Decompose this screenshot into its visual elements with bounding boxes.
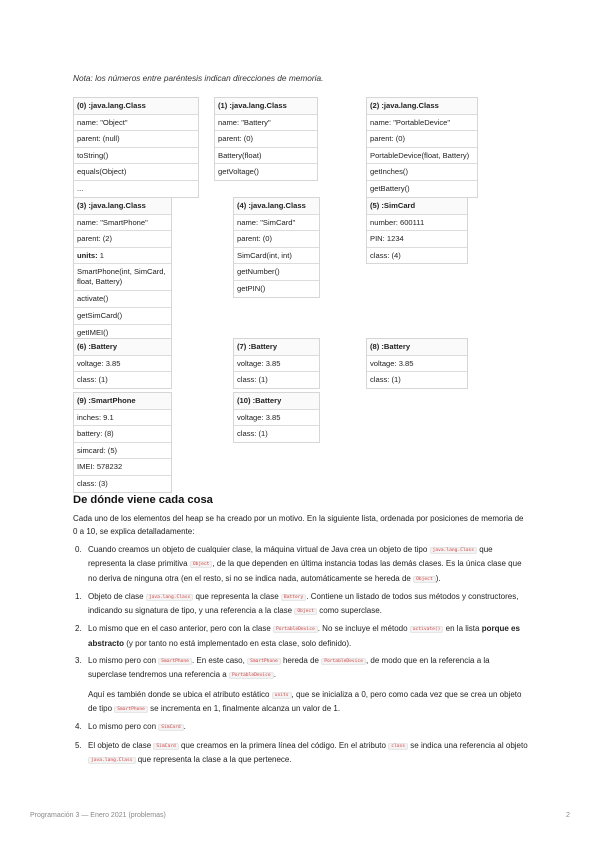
box-row: simcard: (5) bbox=[74, 442, 171, 459]
box-row: voltage: 3.85 bbox=[367, 355, 467, 372]
bold-text: porque es abstracto bbox=[88, 624, 520, 648]
list-item bbox=[73, 720, 529, 734]
item-text: . Contiene un listado de todos sus métodos y constructores, indicando su signatura de tipo, y una referencia a la clase bbox=[88, 591, 519, 616]
box-row: IMEI: 578232 bbox=[74, 458, 171, 475]
inline-code: class bbox=[388, 743, 408, 750]
heap-box-6 bbox=[73, 338, 172, 389]
box-header: (0) :java.lang.Class bbox=[74, 98, 198, 114]
heap-box-1 bbox=[214, 97, 318, 181]
box-header: (2) :java.lang.Class bbox=[367, 98, 477, 114]
heap-box-9 bbox=[73, 392, 172, 493]
inline-code: Object bbox=[190, 561, 213, 568]
box-header: (3) :java.lang.Class bbox=[74, 198, 171, 214]
footer-title: Programación 3 — Enero 2021 (problemas) bbox=[30, 812, 166, 819]
inline-code: PortableDevice bbox=[321, 658, 366, 665]
item-text: El objeto de clase bbox=[88, 740, 154, 750]
list-item bbox=[73, 654, 529, 716]
box-row: name: "SimCard" bbox=[234, 214, 319, 231]
box-row: voltage: 3.85 bbox=[74, 355, 171, 372]
heap-box-4 bbox=[233, 197, 320, 298]
box-row: SimCard(int, int) bbox=[234, 247, 319, 264]
box-header: (5) :SimCard bbox=[367, 198, 467, 214]
box-row: parent: (null) bbox=[74, 130, 198, 147]
inline-code: java.lang.Class bbox=[88, 757, 136, 764]
heap-box-5 bbox=[366, 197, 468, 264]
item-text: se indica una referencia al objeto bbox=[408, 740, 528, 750]
heap-box-3 bbox=[73, 197, 172, 341]
item-text: (y por tanto no está implementado en esta clase, solo definido). bbox=[124, 638, 352, 648]
item-text: Objeto de clase bbox=[88, 591, 146, 601]
box-header: (1) :java.lang.Class bbox=[215, 98, 317, 114]
item-text: . No se incluye el método bbox=[317, 624, 410, 634]
item-text: Cuando creamos un objeto de cualquier clase, la máquina virtual de Java crea un objeto de tipo bbox=[88, 545, 430, 554]
inline-code: SimCard bbox=[158, 724, 183, 731]
box-row: parent: (0) bbox=[367, 130, 477, 147]
box-header: (6) :Battery bbox=[74, 339, 171, 355]
box-row: voltage: 3.85 bbox=[234, 409, 319, 426]
list-item bbox=[73, 739, 529, 768]
box-row: PortableDevice(float, Battery) bbox=[367, 147, 477, 164]
box-row: class: (1) bbox=[367, 371, 467, 388]
box-row: battery: (8) bbox=[74, 425, 171, 442]
item-text: que representa la clase a la que pertenece. bbox=[135, 754, 292, 764]
item-text: Aquí es también donde se ubica el atributo estático bbox=[88, 689, 272, 699]
item-text: . bbox=[273, 670, 276, 680]
heap-box-10 bbox=[233, 392, 320, 443]
item-paragraph bbox=[88, 688, 529, 717]
box-row: equals(Object) bbox=[74, 163, 198, 180]
box-row: getVoltage() bbox=[215, 163, 317, 180]
box-row: class: (1) bbox=[234, 425, 319, 442]
item-text: como superclase. bbox=[316, 606, 382, 616]
footer-page-number: 2 bbox=[566, 812, 570, 819]
box-row: class: (4) bbox=[367, 247, 467, 264]
item-text: en la lista bbox=[443, 624, 482, 634]
box-row: toString() bbox=[74, 147, 198, 164]
box-row: voltage: 3.85 bbox=[234, 355, 319, 372]
box-header: (8) :Battery bbox=[367, 339, 467, 355]
item-number: 1. bbox=[75, 591, 82, 601]
box-row: getIMEI() bbox=[74, 324, 171, 341]
item-text: , de la que dependen en última instancia todas las demás clases. Es la única clase que no deriva de ninguna otra (en el resto, si no se indica nada, automáticamente se hereda de bbox=[88, 559, 522, 583]
units-value: 1 bbox=[97, 250, 105, 260]
inline-code: Battery bbox=[281, 594, 306, 601]
box-row-units bbox=[74, 247, 171, 264]
box-row: parent: (0) bbox=[215, 130, 317, 147]
item-text: . En este caso, bbox=[191, 656, 248, 666]
box-header: (4) :java.lang.Class bbox=[234, 198, 319, 214]
box-row: parent: (0) bbox=[234, 230, 319, 247]
item-text: se incrementa en 1, finalmente alcanza un valor de 1. bbox=[147, 703, 341, 713]
list-item bbox=[73, 622, 529, 650]
section-title: De dónde viene cada cosa bbox=[73, 494, 213, 506]
inline-code: java.lang.Class bbox=[146, 594, 194, 601]
box-row: getPIN() bbox=[234, 280, 319, 297]
memory-note: Nota: los números entre paréntesis indican direcciones de memoria. bbox=[73, 73, 324, 83]
item-number: 3. bbox=[75, 656, 82, 666]
heap-box-2 bbox=[366, 97, 478, 198]
box-row: name: "Object" bbox=[74, 114, 198, 131]
box-header: (7) :Battery bbox=[234, 339, 319, 355]
item-text: que creamos en la primera línea del código. En el atributo bbox=[178, 740, 389, 750]
item-text: Lo mismo pero con bbox=[88, 656, 159, 666]
heap-box-7 bbox=[233, 338, 320, 389]
heap-box-0 bbox=[73, 97, 199, 198]
inline-code: units bbox=[272, 692, 292, 699]
box-row: inches: 9.1 bbox=[74, 409, 171, 426]
list-item bbox=[73, 590, 529, 619]
inline-code: SmartPhone bbox=[247, 658, 281, 665]
item-text: , de modo que en la referencia a la superclase tendremos una referencia a bbox=[88, 656, 490, 680]
box-row: PIN: 1234 bbox=[367, 230, 467, 247]
box-row: Battery(float) bbox=[215, 147, 317, 164]
box-row: getInches() bbox=[367, 163, 477, 180]
box-row: activate() bbox=[74, 290, 171, 307]
explanation-list bbox=[73, 543, 529, 771]
item-text: que representa la clase bbox=[193, 591, 281, 601]
box-row: class: (3) bbox=[74, 475, 171, 492]
box-row: name: "SmartPhone" bbox=[74, 214, 171, 231]
box-row: name: "Battery" bbox=[215, 114, 317, 131]
box-row: name: "PortableDevice" bbox=[367, 114, 477, 131]
box-row: getSimCard() bbox=[74, 307, 171, 324]
item-text: hereda de bbox=[280, 656, 322, 666]
inline-code: Object bbox=[294, 608, 317, 615]
inline-code: activate() bbox=[410, 626, 444, 633]
inline-code: Object bbox=[413, 576, 436, 583]
box-row: ... bbox=[74, 180, 198, 197]
item-number: 4. bbox=[75, 722, 82, 732]
item-text: Lo mismo pero con bbox=[88, 722, 159, 732]
item-text: que representa la clase primitiva bbox=[88, 545, 493, 569]
box-row: getBattery() bbox=[367, 180, 477, 197]
inline-code: SimCard bbox=[153, 743, 178, 750]
inline-code: java.lang.Class bbox=[430, 547, 478, 554]
box-row: SmartPhone(int, SimCard, float, Battery) bbox=[74, 263, 171, 290]
units-label: units: bbox=[77, 250, 98, 260]
inline-code: SmartPhone bbox=[158, 658, 192, 665]
box-row: class: (1) bbox=[234, 371, 319, 388]
box-row: number: 600111 bbox=[367, 214, 467, 231]
item-number: 2. bbox=[75, 624, 82, 634]
heap-box-8 bbox=[366, 338, 468, 389]
box-header: (9) :SmartPhone bbox=[74, 393, 171, 409]
box-row: parent: (2) bbox=[74, 230, 171, 247]
item-text: Lo mismo que en el caso anterior, pero con la clase bbox=[88, 624, 273, 634]
item-text: , que se inicializa a 0, pero como cada vez que se crea un objeto de tipo bbox=[88, 689, 522, 713]
list-item bbox=[73, 543, 529, 586]
inline-code: PortableDevice bbox=[273, 626, 318, 633]
box-row: class: (1) bbox=[74, 371, 171, 388]
item-text: ). bbox=[435, 573, 441, 583]
inline-code: SmartPhone bbox=[114, 706, 148, 713]
inline-code: PortableDevice bbox=[229, 672, 274, 679]
item-number: 0. bbox=[75, 545, 82, 554]
section-intro: Cada uno de los elementos del heap se ha creado por un motivo. En la siguiente lista, ordenada por posiciones de memoria de 0 a 10, se explica detalladamente: bbox=[73, 514, 524, 537]
item-text: . bbox=[183, 722, 186, 732]
box-row: getNumber() bbox=[234, 263, 319, 280]
item-number: 5. bbox=[75, 740, 82, 750]
box-header: (10) :Battery bbox=[234, 393, 319, 409]
